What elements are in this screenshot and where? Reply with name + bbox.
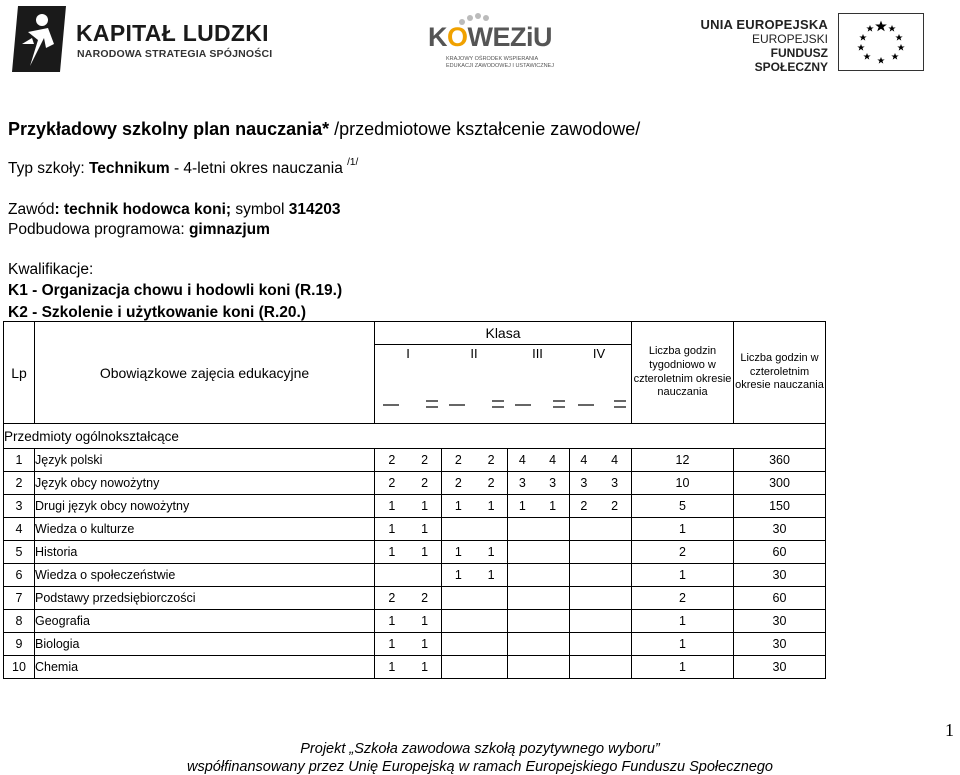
- row-lp: 1: [4, 449, 35, 472]
- row-hours: 1: [537, 495, 569, 518]
- table-row: [4, 518, 826, 541]
- header-subject: Obowiązkowe zajęcia edukacyjne: [35, 322, 375, 424]
- row-hours: 1: [441, 564, 475, 587]
- row-hours: [598, 541, 631, 564]
- row-hours: [475, 518, 507, 541]
- row-hours: 2: [409, 587, 441, 610]
- page-header: [0, 0, 960, 82]
- row-hours: [508, 633, 537, 656]
- row-weekly: 2: [632, 541, 734, 564]
- row-hours: 1: [375, 518, 409, 541]
- row-hours: [508, 587, 537, 610]
- row-total: 60: [734, 587, 826, 610]
- row-hours: [569, 541, 598, 564]
- qualification-k2: K2 - Szkolenie i użytkowanie koni (R.20.): [8, 304, 307, 321]
- row-hours: [475, 656, 507, 679]
- row-hours: [508, 656, 537, 679]
- koweziu-line2: EDUKACJI ZAWODOWEJ I USTAWICZNEJ: [446, 63, 554, 69]
- header-total: Liczba godzin w czteroletnim okresie nauczania: [734, 322, 826, 424]
- row-hours: 1: [441, 495, 475, 518]
- row-total: 150: [734, 495, 826, 518]
- row-lp: 6: [4, 564, 35, 587]
- row-hours: 1: [409, 610, 441, 633]
- row-lp: 3: [4, 495, 35, 518]
- row-hours: [475, 633, 507, 656]
- row-hours: 1: [508, 495, 537, 518]
- row-hours: [475, 587, 507, 610]
- row-hours: [598, 564, 631, 587]
- row-hours: [537, 610, 569, 633]
- row-hours: 1: [375, 633, 409, 656]
- row-lp: 5: [4, 541, 35, 564]
- table-row: [4, 449, 826, 472]
- eu-flag-icon: [838, 13, 924, 71]
- qualifications-label: Kwalifikacje:: [8, 261, 94, 278]
- table-row: [4, 472, 826, 495]
- row-hours: 1: [409, 541, 441, 564]
- kapital-ludzki-logo-icon: [8, 4, 68, 74]
- row-subject: Biologia: [35, 633, 375, 656]
- row-subject: Chemia: [35, 656, 375, 679]
- row-hours: [569, 587, 598, 610]
- koweziu-logo: [428, 12, 563, 72]
- qualification-k1: K1 - Organizacja chowu i hodowli koni (R.19.): [8, 282, 343, 299]
- header-weekly: Liczba godzin tygodniowo w czteroletnim okresie nauczania: [632, 322, 734, 424]
- row-hours: [598, 587, 631, 610]
- document-title: Przykładowy szkolny plan nauczania* /przedmiotowe kształcenie zawodowe/: [8, 119, 641, 139]
- row-hours: [537, 564, 569, 587]
- row-hours: 1: [409, 495, 441, 518]
- row-lp: 9: [4, 633, 35, 656]
- row-hours: [537, 656, 569, 679]
- kapital-ludzki-subtitle: NARODOWA STRATEGIA SPÓJNOŚCI: [77, 48, 273, 60]
- row-hours: 3: [598, 472, 631, 495]
- row-hours: 2: [441, 472, 475, 495]
- row-hours: 1: [475, 495, 507, 518]
- klasa-II: II: [470, 346, 478, 361]
- row-weekly: 1: [632, 564, 734, 587]
- row-total: 60: [734, 541, 826, 564]
- row-hours: [569, 656, 598, 679]
- row-hours: 1: [441, 541, 475, 564]
- row-hours: 2: [375, 587, 409, 610]
- row-hours: [441, 656, 475, 679]
- footer-line1: Projekt „Szkoła zawodowa szkołą pozytywnego wyboru”: [300, 741, 660, 757]
- row-weekly: 1: [632, 518, 734, 541]
- eu-text: UNIA EUROPEJSKA EUROPEJSKI FUNDUSZ SPOŁECZNY: [700, 17, 828, 74]
- row-weekly: 10: [632, 472, 734, 495]
- row-subject: Wiedza o społeczeństwie: [35, 564, 375, 587]
- base-line: Podbudowa programowa: gimnazjum: [8, 221, 270, 238]
- table-row: [4, 564, 826, 587]
- koweziu-name: KOWEZiU: [428, 22, 553, 52]
- row-subject: Drugi język obcy nowożytny: [35, 495, 375, 518]
- section-general: Przedmioty ogólnokształcące: [4, 424, 826, 449]
- row-hours: [537, 633, 569, 656]
- row-weekly: 2: [632, 587, 734, 610]
- row-subject: Wiedza o kulturze: [35, 518, 375, 541]
- row-subject: Geografia: [35, 610, 375, 633]
- row-hours: 1: [409, 518, 441, 541]
- row-weekly: 1: [632, 633, 734, 656]
- table-row: [4, 610, 826, 633]
- row-hours: [441, 587, 475, 610]
- row-hours: 4: [537, 449, 569, 472]
- row-hours: [508, 518, 537, 541]
- row-hours: 4: [598, 449, 631, 472]
- row-weekly: 12: [632, 449, 734, 472]
- row-total: 30: [734, 656, 826, 679]
- row-hours: [441, 633, 475, 656]
- table-row: [4, 495, 826, 518]
- row-subject: Język polski: [35, 449, 375, 472]
- row-hours: 1: [475, 564, 507, 587]
- row-hours: 4: [508, 449, 537, 472]
- row-hours: [537, 587, 569, 610]
- row-hours: [598, 633, 631, 656]
- row-hours: 2: [475, 472, 507, 495]
- row-hours: 3: [537, 472, 569, 495]
- row-hours: 1: [475, 541, 507, 564]
- row-hours: [375, 564, 409, 587]
- row-hours: [441, 518, 475, 541]
- row-hours: 3: [508, 472, 537, 495]
- row-hours: [508, 541, 537, 564]
- klasa-IV: IV: [592, 346, 606, 361]
- row-hours: 2: [475, 449, 507, 472]
- row-hours: [569, 564, 598, 587]
- row-hours: [508, 564, 537, 587]
- row-hours: 1: [375, 656, 409, 679]
- row-lp: 8: [4, 610, 35, 633]
- row-hours: 1: [409, 656, 441, 679]
- row-hours: 1: [375, 610, 409, 633]
- row-hours: [508, 610, 537, 633]
- table-body: [4, 449, 826, 679]
- row-hours: 2: [598, 495, 631, 518]
- row-hours: 2: [441, 449, 475, 472]
- row-hours: [537, 541, 569, 564]
- row-hours: [569, 610, 598, 633]
- row-hours: 2: [375, 449, 409, 472]
- klasa-I: I: [406, 346, 410, 361]
- row-lp: 7: [4, 587, 35, 610]
- row-hours: [569, 633, 598, 656]
- row-total: 30: [734, 564, 826, 587]
- row-total: 30: [734, 633, 826, 656]
- row-hours: [569, 518, 598, 541]
- footer-line2: współfinansowany przez Unię Europejską w ramach Europejskiego Funduszu Społecznego: [187, 759, 773, 775]
- row-total: 30: [734, 518, 826, 541]
- kapital-ludzki-title: KAPITAŁ LUDZKI: [76, 20, 269, 46]
- row-hours: [537, 518, 569, 541]
- row-hours: 4: [569, 449, 598, 472]
- koweziu-line1: KRAJOWY OŚRODEK WSPIERANIA: [446, 56, 539, 62]
- row-hours: [409, 564, 441, 587]
- curriculum-table: [3, 321, 826, 679]
- table-row: [4, 541, 826, 564]
- row-hours: [475, 610, 507, 633]
- page-number: 1: [945, 720, 954, 740]
- row-subject: Język obcy nowożytny: [35, 472, 375, 495]
- row-hours: 1: [409, 633, 441, 656]
- row-lp: 10: [4, 656, 35, 679]
- row-weekly: 5: [632, 495, 734, 518]
- row-hours: 2: [569, 495, 598, 518]
- profession-line: Zawód: technik hodowca koni; symbol 314203: [8, 201, 341, 218]
- header-lp: Lp: [4, 322, 35, 424]
- header-klasa: Klasa I II III IV: [375, 322, 632, 424]
- row-hours: [598, 518, 631, 541]
- row-hours: 1: [375, 541, 409, 564]
- row-subject: Historia: [35, 541, 375, 564]
- row-hours: 3: [569, 472, 598, 495]
- row-total: 360: [734, 449, 826, 472]
- row-hours: [598, 656, 631, 679]
- row-hours: 2: [375, 472, 409, 495]
- klasa-III: III: [532, 346, 543, 361]
- row-lp: 4: [4, 518, 35, 541]
- row-lp: 2: [4, 472, 35, 495]
- table-row: [4, 587, 826, 610]
- school-type-line: Typ szkoły: Technikum - 4-letni okres nauczania $^{/1/}$: [8, 157, 359, 177]
- table-row: [4, 656, 826, 679]
- row-weekly: 1: [632, 656, 734, 679]
- row-hours: 2: [409, 449, 441, 472]
- row-subject: Podstawy przedsiębiorczości: [35, 587, 375, 610]
- row-total: 300: [734, 472, 826, 495]
- row-hours: [598, 610, 631, 633]
- table-row: [4, 633, 826, 656]
- row-hours: [441, 610, 475, 633]
- row-total: 30: [734, 610, 826, 633]
- row-hours: 2: [409, 472, 441, 495]
- semester-markers: [375, 363, 631, 423]
- row-weekly: 1: [632, 610, 734, 633]
- row-hours: 1: [375, 495, 409, 518]
